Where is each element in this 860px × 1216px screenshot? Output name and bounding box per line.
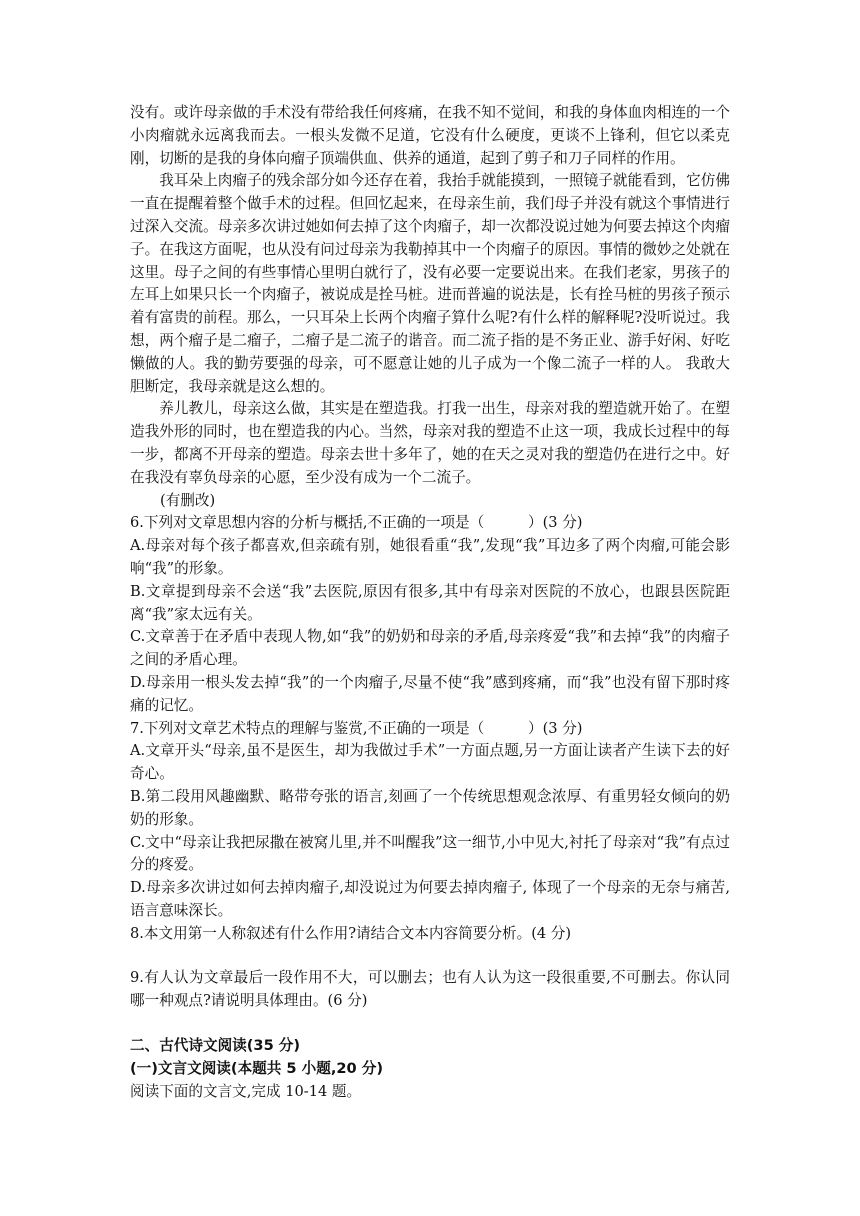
question-7-stem: 7.下列对文章艺术特点的理解与鉴赏,不正确的一项是（ ）(3 分) bbox=[130, 719, 583, 737]
question-7-option-a: A.文章开头“母亲,虽不是医生，却为我做过手术”一方面点题,另一方面让读者产生读下去的好奇心。 bbox=[130, 742, 730, 783]
question-6 bbox=[130, 512, 730, 717]
question-7-option-b: B.第二段用风趣幽默、略带夸张的语言,刻画了一个传统思想观念浓厚、有重男轻女倾向的奶奶的形象。 bbox=[130, 787, 730, 828]
section-2-title: 二、古代诗文阅读(35 分) bbox=[130, 1037, 301, 1055]
question-6-option-a: A.母亲对每个孩子都喜欢,但亲疏有别，她很看重“我”,发现“我”耳边多了两个肉瘤,可能会影响“我”的形象。 bbox=[130, 537, 730, 577]
question-6-option-d: D.母亲用一根头发去掉“我”的一个肉瘤子,尽量不使“我”感到疼痛，而“我”也没有留下那时疼痛的记忆。 bbox=[130, 673, 730, 714]
passage-paragraph-2: 我耳朵上肉瘤子的残余部分如今还存在着，我抬手就能摸到，一照镜子就能看到，它仿佛一直在提醒着整个做手术的过程。但回忆起来，在母亲生前，我们母子并没有就这个事情进行过深入交流。母亲多次讲过她如何去掉了这个肉瘤子，却一次都没说过她为何要去掉这个肉瘤子。在我这方面呢，也从没有问过母亲为我勒掉其中一个肉瘤子的原因。事情的微妙之处就在这里。母子之间的有些事情心里明白就行了，没有必要一定要说出来。在我们老家，男孩子的左耳上如果只长一个肉瘤子，被说成是拴马桩。进而普遍的说法是，长有拴马桩的男孩子预示着有富贵的前程。那么，一只耳朵上长两个肉瘤子算什么呢?有什么样的解释呢?没听说过。我想，两个瘤子是二瘤子，二瘤子是二流子的谐音。而二流子指的是不务正业、游手好闲、好吃懒做的人。我的勤劳要强的母亲，可不愿意让她的儿子成为一个像二流子一样的人。 我敢大胆断定，我母亲就是这么想的。 bbox=[130, 172, 730, 395]
question-6-option-b: B.文章提到母亲不会送“我”去医院,原因有很多,其中有母亲对医院的不放心，也跟县医院距离“我”家太远有关。 bbox=[130, 582, 730, 623]
answer-space-8 bbox=[130, 945, 730, 967]
question-8: 8.本文用第一人称叙述有什么作用?请结合文本内容简要分析。(4 分) bbox=[130, 924, 572, 942]
question-7 bbox=[130, 718, 730, 923]
question-6-option-c: C.文章善于在矛盾中表现人物,如“我”的奶奶和母亲的矛盾,母亲疼爱“我”和去掉“我”的肉瘤子之间的矛盾心理。 bbox=[130, 628, 730, 669]
passage-paragraph-3: 养儿教儿，母亲这么做，其实是在塑造我。打我一出生，母亲对我的塑造就开始了。在塑造我外形的同时，也在塑造我的内心。当然，母亲对我的塑造不止这一项，我成长过程中的每一步，都离不开母亲的塑造。母亲去世十多年了，她的在天之灵对我的塑造仍在进行之中。好在我没有辜负母亲的心愿，至少没有成为一个二流子。 bbox=[130, 400, 730, 486]
document-page bbox=[130, 102, 730, 1103]
question-7-option-c: C.文中“母亲让我把尿撒在被窝儿里,并不叫醒我”这一细节,小中见大,衬托了母亲对“我”有点过分的疼爱。 bbox=[130, 833, 730, 874]
question-9: 9.有人认为文章最后一段作用不大，可以删去；也有人认为这一段很重要,不可删去。你认同哪一种观点?请说明具体理由。(6 分) bbox=[130, 969, 730, 1010]
section-2-subtitle: (一)文言文阅读(本题共 5 小题,20 分) bbox=[130, 1059, 384, 1077]
source-note: (有删改) bbox=[160, 491, 216, 509]
passage-paragraph-1: 没有。或许母亲做的手术没有带给我任何疼痛，在我不知不觉间，和我的身体血肉相连的一个小肉瘤就永远离我而去。一根头发微不足道，它没有什么硬度，更谈不上锋利，但它以柔克刚，切断的是我的身体向瘤子顶端供血、供养的通道，起到了剪子和刀子同样的作用。 bbox=[130, 104, 730, 167]
question-6-stem: 6.下列对文章思想内容的分析与概括,不正确的一项是（ ）(3 分) bbox=[130, 514, 583, 532]
section-2-instruction: 阅读下面的文言文,完成 10-14 题。 bbox=[130, 1082, 362, 1100]
question-7-option-d: D.母亲多次讲过如何去掉肉瘤子,却没说过为何要去掉肉瘤子, 体现了一个母亲的无奈与痛苦,语言意味深长。 bbox=[130, 879, 730, 919]
answer-space-9 bbox=[130, 1013, 730, 1035]
